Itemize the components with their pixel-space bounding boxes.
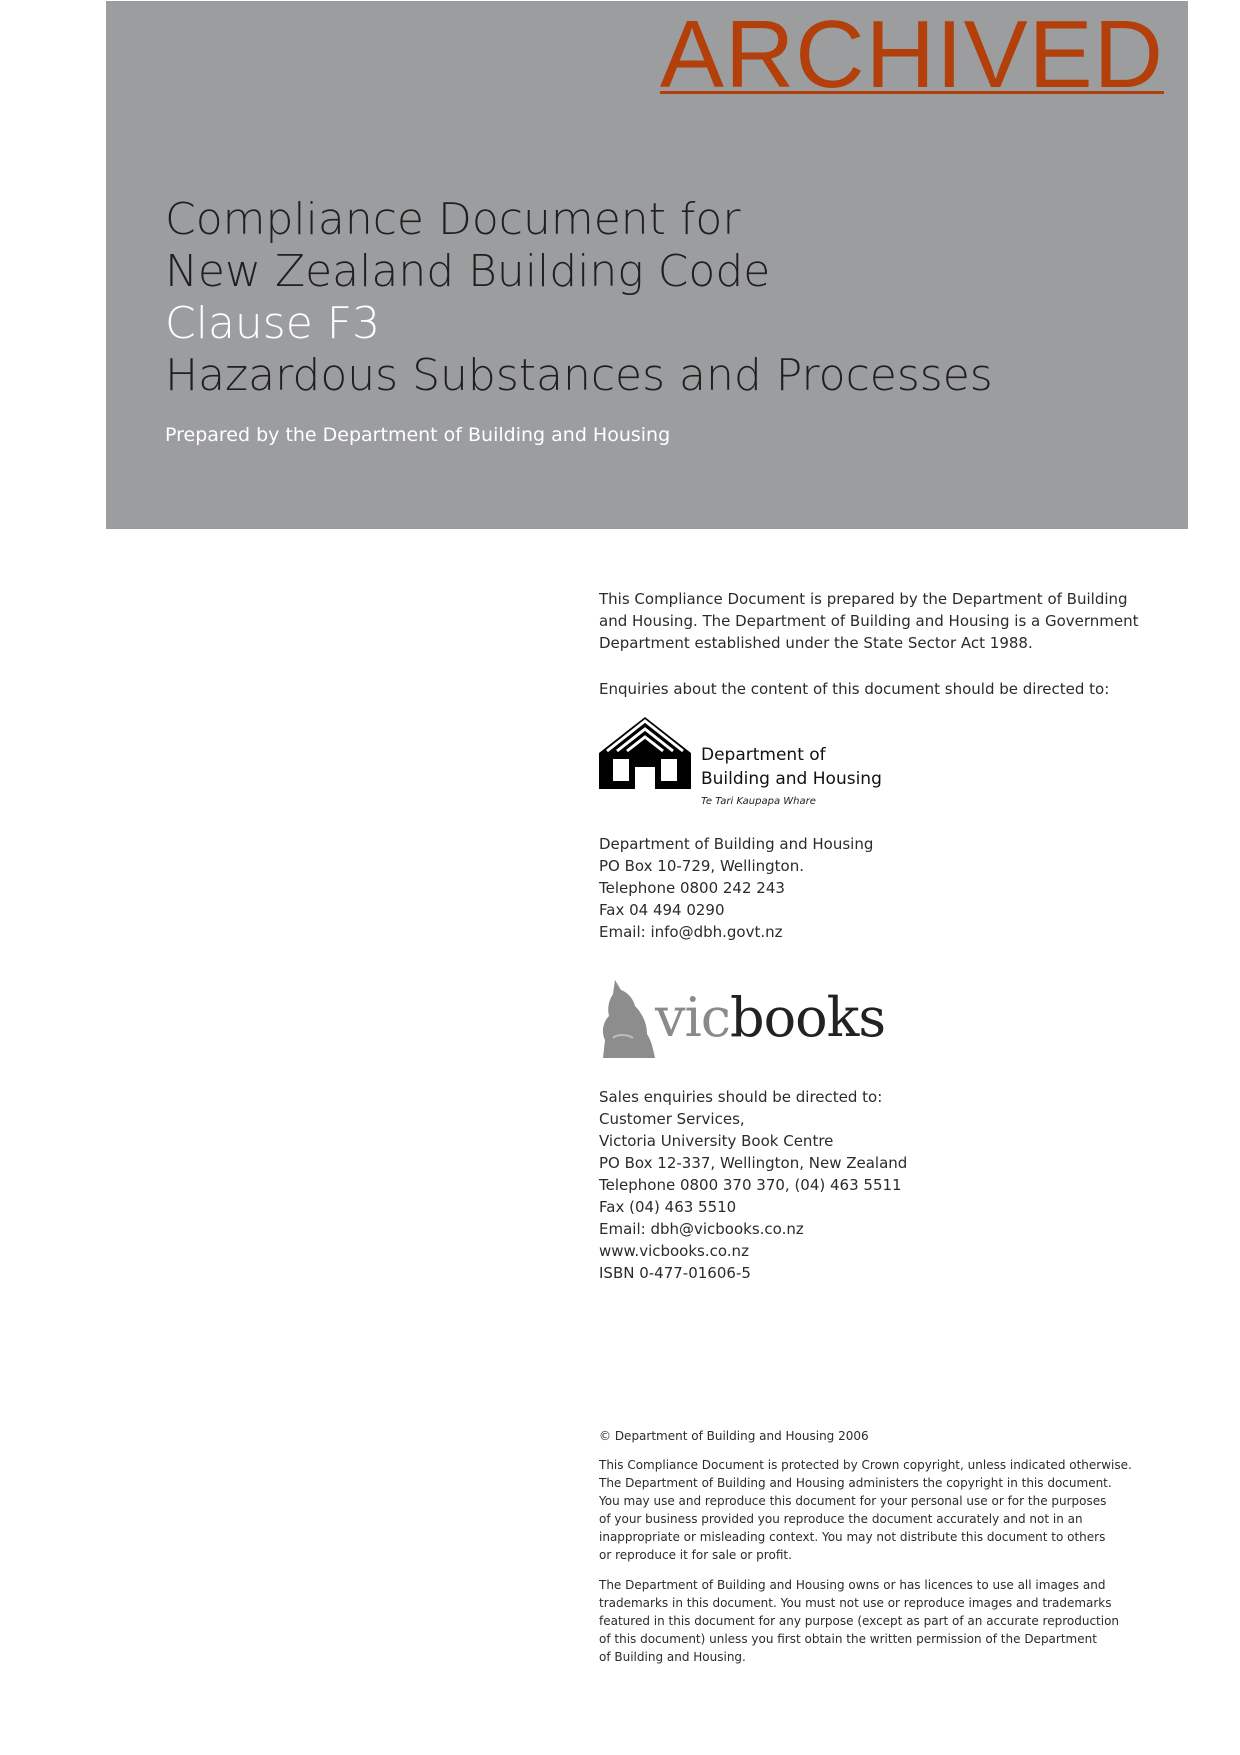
text-line: You may use and reproduce this document for your personal use or for the purposes <box>599 1494 1107 1508</box>
dbh-logo-name: Department of Building and Housing <box>701 745 882 789</box>
trademarks-paragraph <box>599 1576 1159 1666</box>
sales-contact-block <box>599 1086 1159 1284</box>
title-clause-line: Clause F3 <box>165 298 381 349</box>
contact-line: Fax (04) 463 5510 <box>599 1198 737 1216</box>
cover-banner <box>106 1 1188 529</box>
text-line: and Housing. The Department of Building and Housing is a Government <box>599 612 1139 630</box>
dbh-logo-maori-name: Te Tari Kaupapa Whare <box>701 796 816 807</box>
dbh-logo <box>599 717 899 809</box>
text-line: The Department of Building and Housing owns or has licences to use all images and <box>599 1578 1106 1592</box>
contact-line: Email: dbh@vicbooks.co.nz <box>599 1220 804 1238</box>
text-line: The Department of Building and Housing administers the copyright in this document. <box>599 1476 1112 1490</box>
crown-copyright-paragraph <box>599 1456 1159 1564</box>
house-logo-icon <box>599 717 691 789</box>
text-line: featured in this document for any purpose (except as part of an accurate reproduction <box>599 1614 1120 1628</box>
contact-line: Email: info@dbh.govt.nz <box>599 923 783 941</box>
contact-line: Sales enquiries should be directed to: <box>599 1088 883 1106</box>
contact-line: Victoria University Book Centre <box>599 1132 834 1150</box>
statue-logo-icon <box>597 978 655 1058</box>
contact-line: www.vicbooks.co.nz <box>599 1242 749 1260</box>
enquiries-text: Enquiries about the content of this document should be directed to: <box>599 680 1110 698</box>
contact-line: Customer Services, <box>599 1110 745 1128</box>
vicbooks-wordmark: vicbooks <box>655 986 886 1049</box>
isbn-line: ISBN 0-477-01606-5 <box>599 1264 751 1282</box>
dbh-contact-block <box>599 833 1159 943</box>
text-line: trademarks in this document. You must not use or reproduce images and trademarks <box>599 1596 1112 1610</box>
title-line: Hazardous Substances and Processes <box>165 350 993 401</box>
contact-line: Department of Building and Housing <box>599 835 874 853</box>
text-line: This Compliance Document is protected by Crown copyright, unless indicated otherwise. <box>599 1458 1132 1472</box>
intro-paragraph <box>599 588 1159 654</box>
contact-line: Fax 04 494 0290 <box>599 901 725 919</box>
text-line: of your business provided you reproduce the document accurately and not in an <box>599 1512 1083 1526</box>
archived-watermark: ARCHIVED <box>659 1 1164 108</box>
document-title <box>165 194 993 402</box>
contact-line: PO Box 12-337, Wellington, New Zealand <box>599 1154 908 1172</box>
text-line: inappropriate or misleading context. You may not distribute this document to others <box>599 1530 1106 1544</box>
text-line: Department established under the State Sector Act 1988. <box>599 634 1033 652</box>
contact-line: PO Box 10-729, Wellington. <box>599 857 804 875</box>
vicbooks-logo <box>597 978 886 1058</box>
text-line: of Building and Housing. <box>599 1650 746 1664</box>
contact-line: Telephone 0800 242 243 <box>599 879 785 897</box>
title-line: New Zealand Building Code <box>165 246 771 297</box>
text-line: of this document) unless you first obtain the written permission of the Department <box>599 1632 1097 1646</box>
text-line: or reproduce it for sale or profit. <box>599 1548 792 1562</box>
copyright-notice: © Department of Building and Housing 2006 <box>599 1429 869 1443</box>
text-line: This Compliance Document is prepared by the Department of Building <box>599 590 1128 608</box>
title-line: Compliance Document for <box>165 194 741 245</box>
contact-line: Telephone 0800 370 370, (04) 463 5511 <box>599 1176 902 1194</box>
prepared-by-text: Prepared by the Department of Building and Housing <box>165 424 671 446</box>
